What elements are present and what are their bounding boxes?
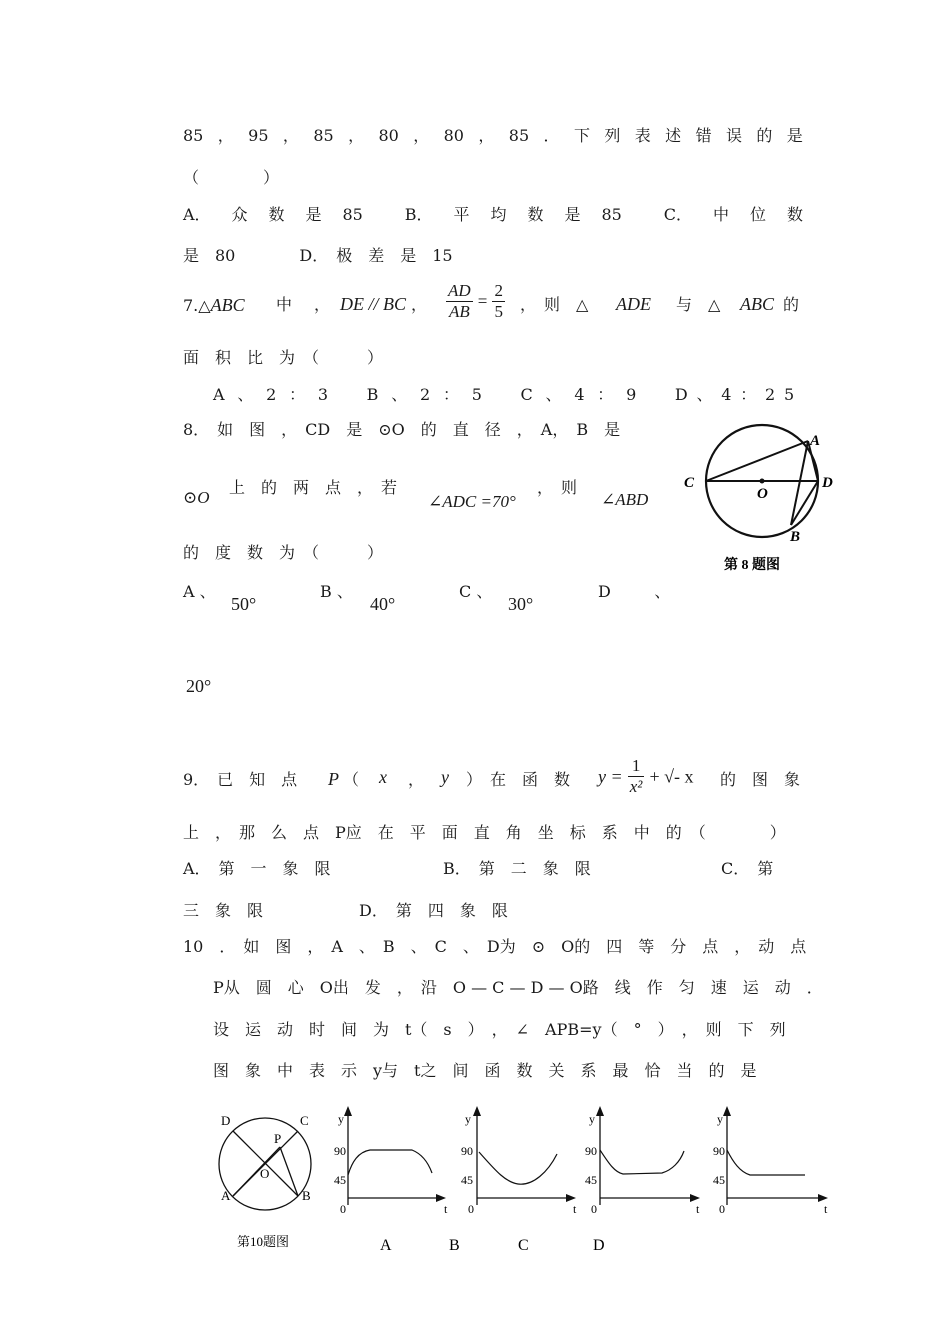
q6-line1-token: 误	[725, 126, 742, 145]
q8-angle-adc: ∠ADC =70°	[428, 492, 516, 511]
q8-label-c: C	[684, 475, 695, 491]
q9-open: （	[343, 770, 360, 789]
q6-line1-token: 表	[634, 126, 651, 145]
q8-caption: 第 8 题图	[724, 558, 780, 573]
q6-line1-token: ，	[413, 126, 430, 145]
q8-chord-ca	[706, 441, 808, 481]
q8-opt-value-a: 50°	[231, 594, 257, 614]
q9-option-b: B． 第 二 象 限	[443, 859, 591, 878]
q7-de: 的	[783, 295, 800, 314]
q7-line2: 面 积 比 为 （ ）	[183, 348, 384, 367]
q10-line-pb	[280, 1147, 298, 1196]
q6-line1-token: 列	[604, 126, 621, 145]
q6-line1-token: 错	[695, 126, 712, 145]
q10-line2: P从 圆 心 O出 发 ， 沿 O — C — D — O路 线 作 匀 速 运 动 ．	[213, 978, 823, 997]
q9-option-c: C． 第	[721, 859, 774, 878]
q10-label-c: C	[300, 1113, 309, 1128]
q10-graph-d	[713, 1106, 828, 1216]
q8-figure	[680, 420, 850, 580]
q8-label-d: D	[822, 475, 833, 491]
q7-yu: 与 △	[676, 295, 721, 314]
q8-opt-label-b: B 、	[320, 582, 353, 601]
q9-y: y	[441, 767, 449, 787]
q10-label-p: P	[274, 1131, 282, 1146]
q6-line3-token: 数	[527, 205, 544, 224]
q6-line3-token: C．	[663, 205, 692, 224]
q10-graph-c	[585, 1106, 700, 1216]
q10-graph-a	[334, 1106, 448, 1216]
q6-line1-token: 下	[573, 126, 590, 145]
q8-angle-abd: ∠ABD	[601, 490, 649, 509]
q7-de-parallel-bc: DE // BC	[340, 294, 406, 314]
q8-line1: 8． 如 图 ， CD 是 ⊙O 的 直 径 ， A， B 是	[183, 420, 621, 439]
q6-line1-token: 80	[443, 126, 464, 145]
q6-line1-token: ，	[217, 126, 234, 145]
q9-line4: 三 象 限 D． 第 四 象 限	[183, 901, 508, 920]
q6-line1-token: 是	[786, 126, 803, 145]
q10-a-90: 90	[334, 1144, 346, 1158]
q8-opt-value-c: 30°	[508, 594, 534, 614]
q8-opt-label-c: C 、	[459, 582, 493, 601]
q6-line1-token: 85	[183, 126, 204, 145]
q7-zhong: 中	[276, 295, 293, 314]
q6-line1-token: 80	[378, 126, 399, 145]
q6-line3-token: 85	[342, 205, 363, 224]
q10-option-c: C	[518, 1237, 529, 1254]
q8-opt-value-d: 20°	[186, 676, 212, 696]
q7-comma2: ，	[411, 295, 428, 314]
q6-line3-token: 85	[601, 205, 622, 224]
q9-line1-pre: 9． 已 知 点	[183, 770, 298, 789]
q9-option-a: A． 第 一 象 限	[183, 859, 331, 878]
q7-options	[213, 385, 803, 405]
q9-p: P	[328, 769, 339, 789]
q8-opt-value-b: 40°	[370, 594, 396, 614]
q10-d-y: y	[717, 1112, 723, 1126]
q10-option-d: D	[593, 1237, 605, 1254]
q6-line3-token: 数	[786, 205, 803, 224]
q10-a-0: 0	[340, 1202, 346, 1216]
q7-option-a: A、2：3	[213, 385, 341, 404]
q6-line3-token: 是	[564, 205, 581, 224]
q6-line3-token: 位	[749, 205, 766, 224]
q10-b-y: y	[465, 1112, 471, 1126]
q7-fraction: $\frac{AD}{AB}$ = $\frac{2}{5}$	[448, 281, 503, 321]
q10-option-b: B	[449, 1237, 460, 1254]
q10-label-o: O	[260, 1166, 270, 1181]
q6-line1-token: 的	[756, 126, 773, 145]
q10-b-90: 90	[461, 1144, 473, 1158]
q9-comma: ，	[408, 770, 425, 789]
q6-line3-token: 数	[268, 205, 285, 224]
q10-label-d: D	[221, 1113, 231, 1128]
q9-line2: 上 ， 那 么 点 P应 在 平 面 直 角 坐 标 系 中 的 （ ）	[183, 823, 786, 842]
q10-d-0: 0	[719, 1202, 725, 1216]
q10-a-y: y	[338, 1112, 344, 1126]
q6-line1-token: ，	[348, 126, 365, 145]
q7-prefix: 7.△ABC	[183, 295, 245, 315]
q6-line3-token: 是	[305, 205, 322, 224]
q6-line1-token: 述	[665, 126, 682, 145]
q7-option-b: B、2：5	[366, 385, 495, 404]
q8-opt-label-d: D 、	[598, 582, 690, 601]
q7-ze: ， 则 △	[520, 295, 589, 314]
q10-d-45: 45	[713, 1173, 725, 1187]
q8-line3: 的 度 数 为 （ ）	[183, 543, 384, 562]
q10-label-a: A	[221, 1188, 231, 1203]
q8-line2-mid: 上 的 两 点 ， 若	[229, 478, 398, 497]
q6-line1-token: ，	[282, 126, 299, 145]
q6-line3-token: A．	[183, 205, 211, 224]
q10-line4: 图 象 中 表 示 y与 t之 间 函 数 关 系 最 恰 当 的 是	[213, 1061, 757, 1080]
q10-caption: 第10题图	[237, 1234, 290, 1249]
q9-x: x	[379, 767, 387, 787]
q10-d-t: t	[824, 1202, 828, 1216]
q9-close: ） 在 函 数	[466, 770, 571, 789]
q10-graph-b	[461, 1106, 577, 1216]
q10-label-b: B	[302, 1188, 311, 1203]
q10-a-45: 45	[334, 1173, 346, 1187]
q7-abc2: ABC	[740, 294, 774, 314]
q7-option-c: C、4：9	[520, 385, 650, 404]
q8-label-o: O	[757, 486, 768, 502]
q6-line1	[183, 126, 803, 146]
q9-function: y = $\frac{1}{\text{x²}}$ + √- x	[598, 756, 694, 796]
q7-ade: ADE	[616, 294, 651, 314]
q10-c-90: 90	[585, 1144, 597, 1158]
q9-line1-end: 的 图 象	[720, 770, 801, 789]
q6-paren: （ ）	[183, 168, 280, 187]
q10-option-a: A	[380, 1237, 392, 1254]
q6-line3-token: B．	[404, 205, 433, 224]
q6-line3-token: 平	[453, 205, 470, 224]
q10-c-t: t	[696, 1202, 700, 1216]
q10-a-t: t	[444, 1202, 448, 1216]
q6-line4: 是 80 D． 极 差 是 15	[183, 246, 453, 265]
q8-label-b: B	[790, 529, 801, 545]
q10-line3: 设 运 动 时 间 为 t（ s ） ， ∠ APB=y（ ° ） ， 则 下 列	[213, 1020, 786, 1039]
q10-c-45: 45	[585, 1173, 597, 1187]
q6-line1-token: 85	[508, 126, 530, 145]
q10-c-y: y	[589, 1112, 595, 1126]
q8-circle-o: ⊙O	[183, 488, 210, 507]
q8-ze: ， 则	[537, 478, 578, 497]
q6-line1-token: ．	[543, 126, 560, 145]
q10-line1: 10 ． 如 图 ， A 、 B 、 C 、 D为 ⊙ O的 四 等 分 点 ， 动 点	[183, 937, 807, 956]
q7-option-d: D、4：25	[674, 385, 803, 404]
q6-line3-token: 均	[490, 205, 507, 224]
q6-line1-token: ，	[478, 126, 495, 145]
q10-b-t: t	[573, 1202, 577, 1216]
q8-center-dot	[760, 479, 765, 484]
q10-d-90: 90	[713, 1144, 725, 1158]
q6-line1-token: 95	[248, 126, 269, 145]
q6-options-line	[183, 205, 803, 225]
q6-line1-token: 85	[313, 126, 334, 145]
q8-opt-label-a: A 、	[183, 582, 216, 601]
q10-c-0: 0	[591, 1202, 597, 1216]
q10-b-0: 0	[468, 1202, 474, 1216]
q6-line3-token: 众	[231, 205, 248, 224]
q10-b-45: 45	[461, 1173, 473, 1187]
q7-comma1: ，	[314, 295, 331, 314]
q10-figure	[200, 1100, 840, 1260]
q6-line3-token: 中	[712, 205, 729, 224]
q8-label-a: A	[810, 433, 821, 449]
